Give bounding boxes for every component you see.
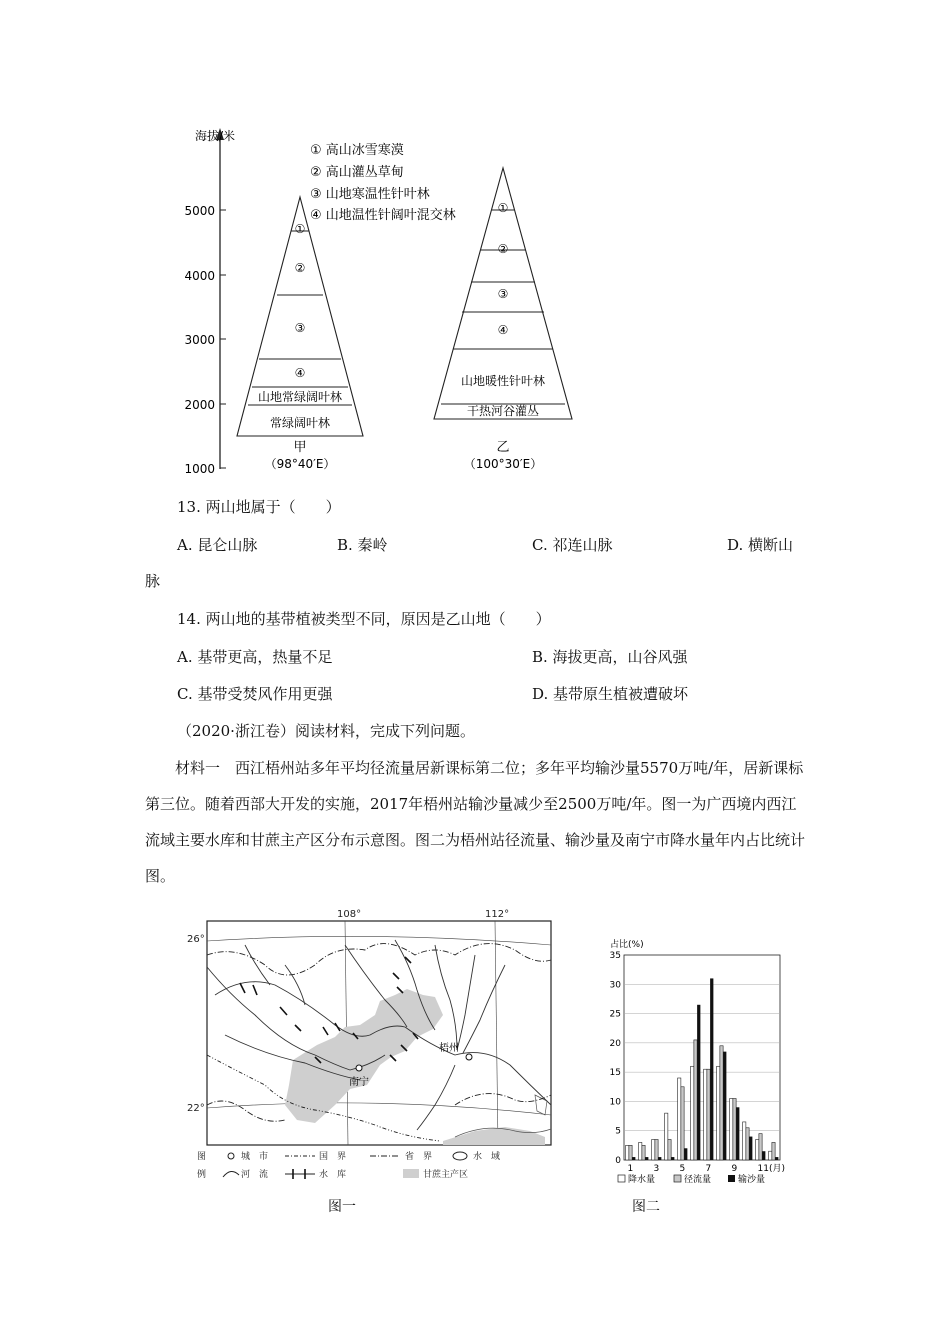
bar-输沙量-6 [697, 1005, 700, 1160]
bar-径流量-3 [655, 1140, 658, 1161]
yi-zone-6: 干热河谷灌丛 [466, 404, 540, 418]
q13-option-c[interactable]: C. 祁连山脉 [532, 536, 613, 554]
bar-降水量-10 [743, 1122, 746, 1160]
chart-ytick-label: 30 [609, 980, 621, 991]
legend-zone-2: ② 高山灌丛草甸 [310, 165, 404, 180]
yi-zone-2: ② [497, 242, 509, 256]
chart-ytick-label: 20 [609, 1038, 621, 1049]
bar-输沙量-10 [749, 1137, 752, 1160]
bar-降水量-7 [704, 1069, 707, 1160]
y-tick-4000: 4000 [184, 269, 215, 283]
yi-zone-3: ③ [497, 287, 509, 301]
source-line: （2020·浙江卷）阅读材料，完成下列问题。 [177, 722, 475, 740]
chart-ytick-label: 5 [615, 1126, 621, 1137]
jia-zone-1: ① [294, 222, 306, 236]
chart-ylabel: 占比(%) [610, 940, 644, 950]
bar-降水量-8 [717, 1066, 720, 1160]
bar-径流量-2 [642, 1145, 645, 1160]
chart-xtick-label: 7 [705, 1164, 712, 1174]
bar-降水量-12 [769, 1151, 772, 1160]
legend-provincial-border: 省 界 [405, 1152, 433, 1162]
bar-降水量-5 [678, 1078, 681, 1160]
lon-label-112: 112° [485, 909, 510, 920]
legend-reservoir: 水 库 [319, 1170, 347, 1180]
bar-输沙量-7 [710, 978, 713, 1160]
bar-降水量-1 [626, 1145, 629, 1160]
city-nanning: 南宁 [349, 1077, 369, 1088]
legend-city: 城 市 [241, 1152, 269, 1162]
bar-径流量-1 [629, 1145, 632, 1160]
chart-frame [624, 955, 780, 1160]
city-wuzhou-marker [466, 1054, 472, 1060]
legend-zone-1: ① 高山冰雪寒漠 [310, 143, 404, 158]
bar-降水量-4 [665, 1113, 668, 1160]
altitude-zone-figure [180, 118, 580, 488]
bar-径流量-5 [681, 1087, 684, 1160]
chart-xtick-label: 3 [653, 1164, 660, 1174]
bar-降水量-6 [691, 1066, 694, 1160]
legend-national-border: 国 界 [319, 1152, 347, 1162]
q14-option-d[interactable]: D. 基带原生植被遭破坏 [532, 685, 689, 703]
bar-输沙量-9 [736, 1107, 739, 1160]
chart-xtick-label: 9 [731, 1164, 738, 1174]
bar-径流量-11 [759, 1134, 762, 1160]
bar-输沙量-3 [658, 1157, 661, 1160]
bar-输沙量-11 [762, 1151, 765, 1160]
figure-1-caption: 图一 [328, 1199, 356, 1215]
jia-coord: （98°40′E） [264, 457, 336, 471]
yi-name: 乙 [496, 440, 510, 455]
bar-径流量-4 [668, 1140, 671, 1161]
map-legend-title-2: 例 [197, 1170, 207, 1180]
chart-legend-runoff: 径流量 [684, 1175, 712, 1185]
q13-option-a[interactable]: A. 昆仑山脉 [177, 536, 258, 554]
city-wuzhou: 梧州 [439, 1043, 459, 1054]
chart-legend-precip: 降水量 [628, 1175, 656, 1185]
q13-stem: 13. 两山地属于（ ） [177, 498, 341, 516]
jia-zone-2: ② [294, 261, 306, 275]
yi-zone-1: ① [497, 201, 509, 215]
y-axis-label: 海拔/米 [195, 129, 236, 143]
bar-降水量-9 [730, 1099, 733, 1161]
city-nanning-marker [356, 1065, 362, 1071]
lon-label-108: 108° [337, 909, 362, 920]
chart-ytick-label: 35 [609, 951, 621, 961]
q14-option-b[interactable]: B. 海拔更高，山谷风强 [532, 648, 688, 666]
jia-zone-6: 常绿阔叶林 [269, 416, 331, 430]
q13-option-b[interactable]: B. 秦岭 [337, 536, 388, 554]
lat-label-26: 26° [187, 934, 205, 945]
bar-径流量-12 [772, 1142, 775, 1160]
y-tick-1000: 1000 [184, 462, 215, 476]
chart-xtick-label: 1 [627, 1164, 634, 1174]
legend-sugarcane: 甘蔗主产区 [423, 1170, 469, 1180]
map-legend-title-1: 图 [197, 1152, 207, 1162]
bar-降水量-11 [756, 1140, 759, 1161]
yi-coord: （100°30′E） [463, 457, 543, 471]
chart-ytick-label: 10 [609, 1097, 621, 1108]
chart-ytick-label: 15 [609, 1068, 621, 1079]
bar-径流量-6 [694, 1040, 697, 1160]
chart-ytick-label: 25 [609, 1009, 621, 1020]
xijiang-basin-map [185, 905, 565, 1187]
chart-ytick-label: 0 [615, 1156, 621, 1166]
bar-径流量-8 [720, 1046, 723, 1160]
q14-option-c[interactable]: C. 基带受焚风作用更强 [177, 685, 333, 703]
bar-输沙量-1 [632, 1157, 635, 1160]
y-tick-5000: 5000 [184, 204, 215, 218]
bar-输沙量-8 [723, 1052, 726, 1160]
runoff-sediment-chart [600, 935, 790, 1190]
lat-label-22: 22° [187, 1103, 205, 1114]
yi-zone-5: 山地暖性针叶林 [460, 374, 546, 388]
chart-xtick-label: 5 [679, 1164, 686, 1174]
legend-zone-4: ④ 山地温性针阔叶混交林 [310, 208, 456, 223]
jia-zone-4: ④ [294, 366, 306, 380]
legend-river: 河 流 [241, 1170, 269, 1180]
bar-径流量-10 [746, 1128, 749, 1160]
q14-option-a[interactable]: A. 基带更高，热量不足 [177, 648, 333, 666]
jia-name: 甲 [293, 440, 307, 455]
yi-zone-4: ④ [497, 323, 509, 337]
legend-zone-3: ③ 山地寒温性针叶林 [310, 187, 430, 202]
chart-xtick-label: 11(月) [757, 1164, 785, 1174]
q13-option-d[interactable]: D. 横断山 [727, 536, 794, 554]
legend-water: 水 域 [473, 1152, 501, 1162]
q13-option-d-wrap: 脉 [145, 572, 161, 590]
q14-stem: 14. 两山地的基带植被类型不同，原因是乙山地（ ） [177, 610, 551, 628]
chart-legend-sediment: 输沙量 [738, 1175, 766, 1185]
bar-输沙量-5 [684, 1148, 687, 1160]
jia-zone-5: 山地常绿阔叶林 [257, 390, 343, 404]
bar-输沙量-4 [671, 1157, 674, 1160]
jia-zone-3: ③ [294, 321, 306, 335]
bar-径流量-7 [707, 1069, 710, 1160]
bar-降水量-3 [652, 1140, 655, 1161]
material-paragraph: 材料一 西江梧州站多年平均径流量居新课标第二位；多年平均输沙量5570万吨/年，居新课标第三位。随着西部大开发的实施，2017年梧州站输沙量减少至2500万吨/年。图一为广西境内西江流域主要水库和甘蔗主产区分布示意图。图二为梧州站径流量、输沙量及南宁市降水量年内占比统计图。 [145, 759, 806, 885]
bar-降水量-2 [639, 1142, 642, 1160]
y-tick-3000: 3000 [184, 333, 215, 347]
figure-2-caption: 图二 [632, 1199, 660, 1215]
bar-径流量-9 [733, 1099, 736, 1161]
bar-输沙量-12 [775, 1157, 778, 1160]
y-tick-2000: 2000 [184, 398, 215, 412]
bar-输沙量-2 [645, 1157, 648, 1160]
